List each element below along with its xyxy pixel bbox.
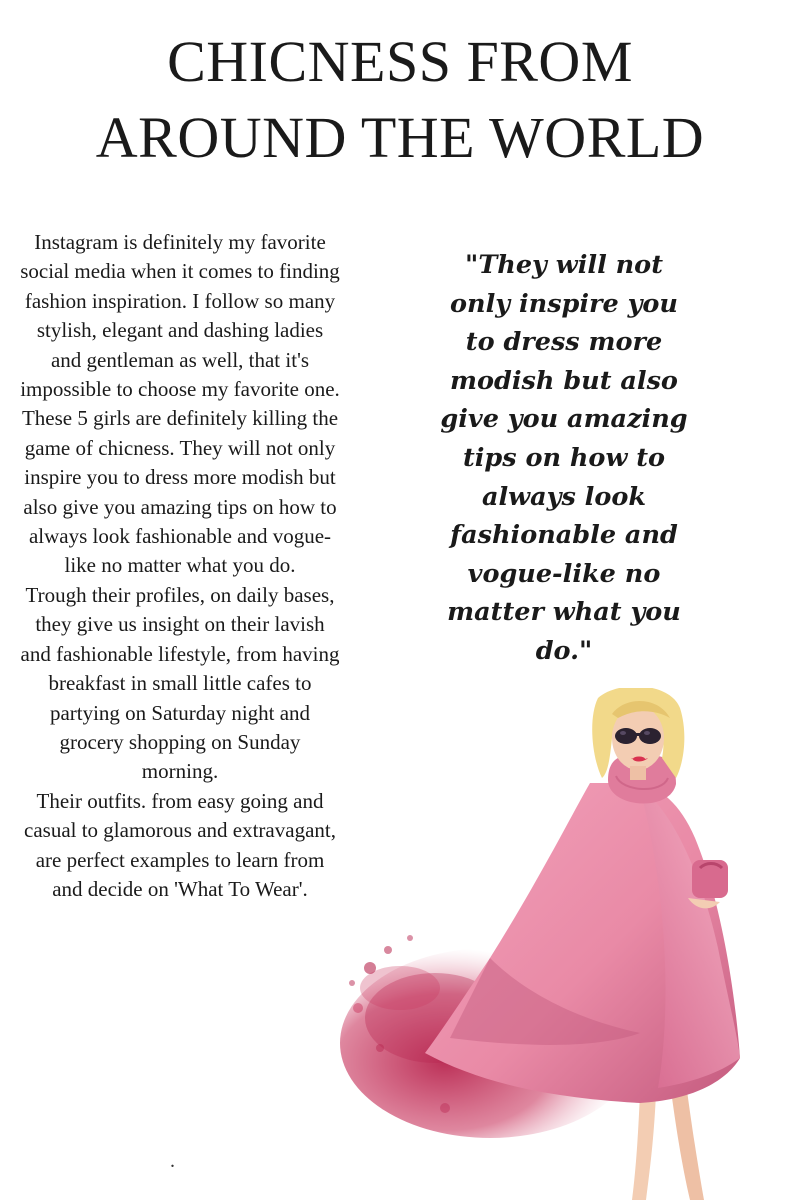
pull-quote: "They will not only inspire you to dress more modish but also give you amazing tips on how to always look fashionable and vogue-like no matter what you do.": [440, 250, 688, 666]
body-paragraph-1: Instagram is definitely my favorite social media when it comes to finding fashion inspiration. I follow so many stylish, elegant and dashing ladies and gentleman as well, that it's impossible to choose my favorite one.: [20, 230, 340, 402]
article-title: [0, 24, 800, 176]
clutch-bag: [688, 860, 728, 908]
footer-dot: .: [170, 1150, 175, 1172]
article-body: [20, 228, 340, 904]
title-line-1: CHICNESS FROM: [167, 29, 633, 94]
head: [592, 688, 684, 780]
body-paragraph-3: Trough their profiles, on daily bases, they give us insight on their lavish and fashionable lifestyle, from having breakfast in small little cafes to partying on Saturday night and grocery shopping on Sunday morning.: [20, 582, 340, 784]
fashion-illustration: [340, 688, 800, 1200]
pink-cape: [425, 756, 740, 1103]
body-paragraph-2: These 5 girls are definitely killing the game of chicness. They will not only inspire you to dress more modish but also give you amazing tips on how to always look fashionable and vogue-like no matter what you do.: [21, 406, 339, 578]
title-line-2: AROUND THE WORLD: [95, 105, 705, 170]
body-paragraph-4: Their outfits. from easy going and casual to glamorous and extravagant, are perfect examples to learn from and decide on 'What To Wear'.: [24, 788, 336, 901]
